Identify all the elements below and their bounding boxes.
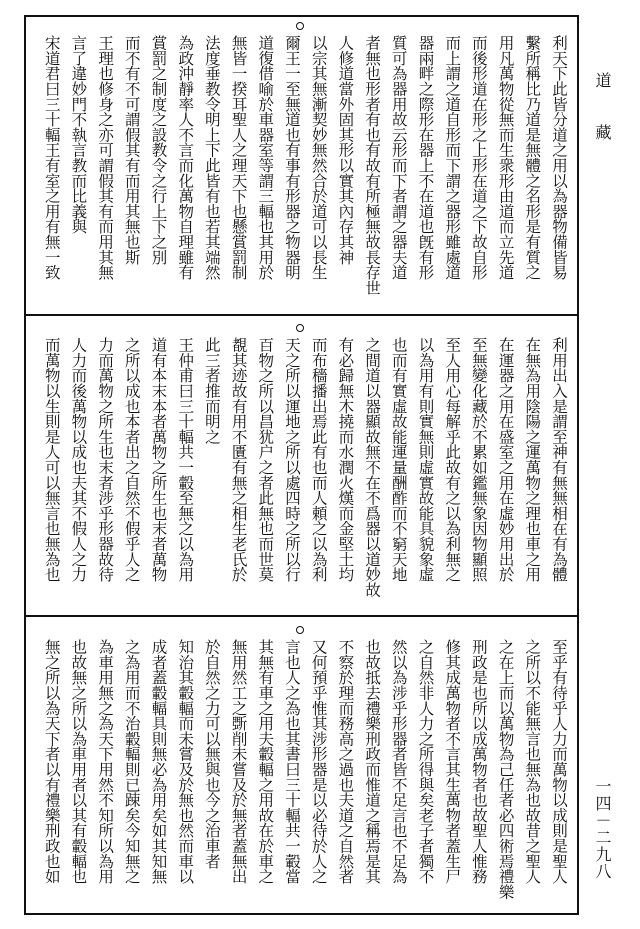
text-column: 利用出入是謂至神有無無相在有為體 — [550, 337, 568, 582]
text-column: 為車用無之為天下用然不知所以為用 — [96, 639, 115, 884]
text-column: 成者蓋轂輻具則無必為用矣如其知無 — [149, 639, 168, 884]
text-column: 以為用有則實無則虛實故能具貌象虛 — [416, 337, 435, 582]
text-column: 而上謂之道自形而下謂之器形雖處道 — [443, 35, 462, 280]
text-column: 覩其迹故有用不匱有無之相生老氏於 — [229, 337, 248, 582]
text-column: 以宗其無漸契妙無然合於道可以長生 — [309, 35, 328, 280]
text-column: 而萬物以生則是人可以無言也無為也 — [42, 337, 61, 582]
text-column: 也故無之所以為車用者以其有轂輻也 — [69, 639, 88, 884]
text-column: 質可為器用故云形而下者謂之器夫道 — [389, 35, 408, 280]
text-column: 王仲甫曰三十輻共一轂至無之以為用 — [176, 337, 195, 582]
text-column: 道復借喻於車器室等謂三輻也其用於 — [256, 35, 275, 280]
text-column: 利天下此皆分道之用以為器物備皆易 — [550, 35, 568, 280]
text-column: 為政沖靜率人不言而化萬物自理雖有 — [176, 35, 195, 280]
book-title: 道 藏 — [593, 72, 612, 150]
text-column: 也故抵去禮樂刑政而惟道之稱焉是其 — [363, 639, 382, 884]
text-column: 刑政是也所以成萬物者也故聖人惟務 — [469, 639, 488, 884]
text-column: 王理也修身之亦可謂假其有而用其無 — [96, 35, 115, 280]
text-column: 器兩畔之際形在器上不在道也旣有形 — [416, 35, 435, 280]
text-column: 用凡萬物從無而生衆形由道而立先道 — [496, 35, 515, 280]
text-column: 之自然非人力之所得與矣老子者獨不 — [416, 639, 435, 884]
panel-divider-top — [24, 314, 579, 316]
text-column: 無之所以為天下者以有禮樂刑政也如 — [42, 639, 61, 884]
text-column: 無皆一揆耳聖人之理天下也懸賞罰制 — [229, 35, 248, 280]
text-column: 之在上而以萬物為己任者必四術焉禮樂 — [496, 639, 515, 900]
text-column: 至無變化藏於不累如鑑無象因物顯照 — [469, 337, 488, 582]
text-column: 者無也形者有也有故有所極無故長存世 — [363, 35, 382, 296]
page-number: 一四－二九八 — [593, 778, 612, 880]
text-column: 修其成萬物者不言其生萬物者蓋生尸 — [443, 639, 462, 884]
text-column: 有必歸無木撓而水潤火熯而金堅土均 — [336, 337, 355, 582]
text-column: 知治其轂輻而未嘗及於無也然而車以 — [176, 639, 195, 884]
text-column: 在運器之用在盛室之用在虛妙用出於 — [496, 337, 515, 582]
text-column: 而不有不可謂假其有而用其無也斯 — [122, 35, 141, 265]
text-column: 於自然之力可以無與也今之治車者 — [202, 639, 221, 869]
text-column: 然以為涉乎形器者皆不足言也不足為 — [389, 639, 408, 884]
text-column: 在無為用陰陽之運萬物之理也車之用 — [523, 337, 542, 582]
text-column: 言了違妙門不執言教而比義與 — [69, 35, 88, 234]
text-column: 之所以不能無言也無為也故昔之聖人 — [523, 639, 542, 884]
text-column: 此三者推而明之 — [202, 337, 221, 445]
text-column: 而布穡播出焉此有也而人頼之以為利 — [309, 337, 328, 582]
text-column: 百物之所以昌犹户之者此無也而世莫 — [256, 337, 275, 582]
text-column: 之所以成也本者出之自然不假乎人之 — [122, 337, 141, 582]
text-column: 言也人之為也其書曰三十輻共一轂當 — [283, 639, 301, 884]
text-column: 人力而後萬物以成也夫其不假人之力 — [69, 337, 88, 582]
text-column: 又何預乎惟其涉形器是以必待於人之 — [309, 639, 328, 884]
text-column: 之為用而不治轂輻則已踈矣今知無之 — [122, 639, 141, 884]
text-column: 賞罰之制度之設教令之行上下之別 — [149, 35, 168, 265]
text-column: 力而萬物之所生也末者涉乎形器故待 — [96, 337, 115, 582]
text-column: 也而有實虛故能運量酬酢而不窮天地 — [389, 337, 408, 582]
binding-circle-1 — [296, 22, 304, 30]
text-column: 繫所稱比乃道是無體之名形是有質之 — [523, 35, 542, 280]
text-column: 至乎有待乎人力而萬物以成則是聖人 — [550, 639, 568, 884]
text-column: 人修道當外固其形以實其內存其神 — [336, 35, 355, 265]
text-column: 之間道以器顯故無不在不爲器以道妙故 — [363, 337, 382, 598]
text-column: 宋道君曰三十輻王有室之用有無一致 — [42, 35, 61, 280]
text-column: 至人用心每解乎此故有之以為利無之 — [443, 337, 462, 582]
text-column: 其無有車之用夫轂輻之用故在於車之 — [256, 639, 275, 884]
binding-circle-3 — [296, 626, 304, 634]
text-column: 爾王一至無道也有事有形器之物器明 — [283, 35, 301, 280]
text-column: 道有本末本者萬物之所生也末者萬物 — [149, 337, 168, 582]
text-column: 天之所以運地之所以處四時之所以行 — [283, 337, 301, 582]
panel-divider-bottom — [24, 615, 579, 617]
text-column: 法度垂教令明上下此皆有也若其端然 — [202, 35, 221, 280]
text-column: 無用然工之斲削未嘗及於無者蓋無出 — [229, 639, 248, 884]
text-column: 而後形道在形之上形在道之下故自形 — [469, 35, 488, 280]
text-column: 不察於理而務高之過也夫道之自然者 — [336, 639, 355, 884]
binding-circle-2 — [296, 324, 304, 332]
